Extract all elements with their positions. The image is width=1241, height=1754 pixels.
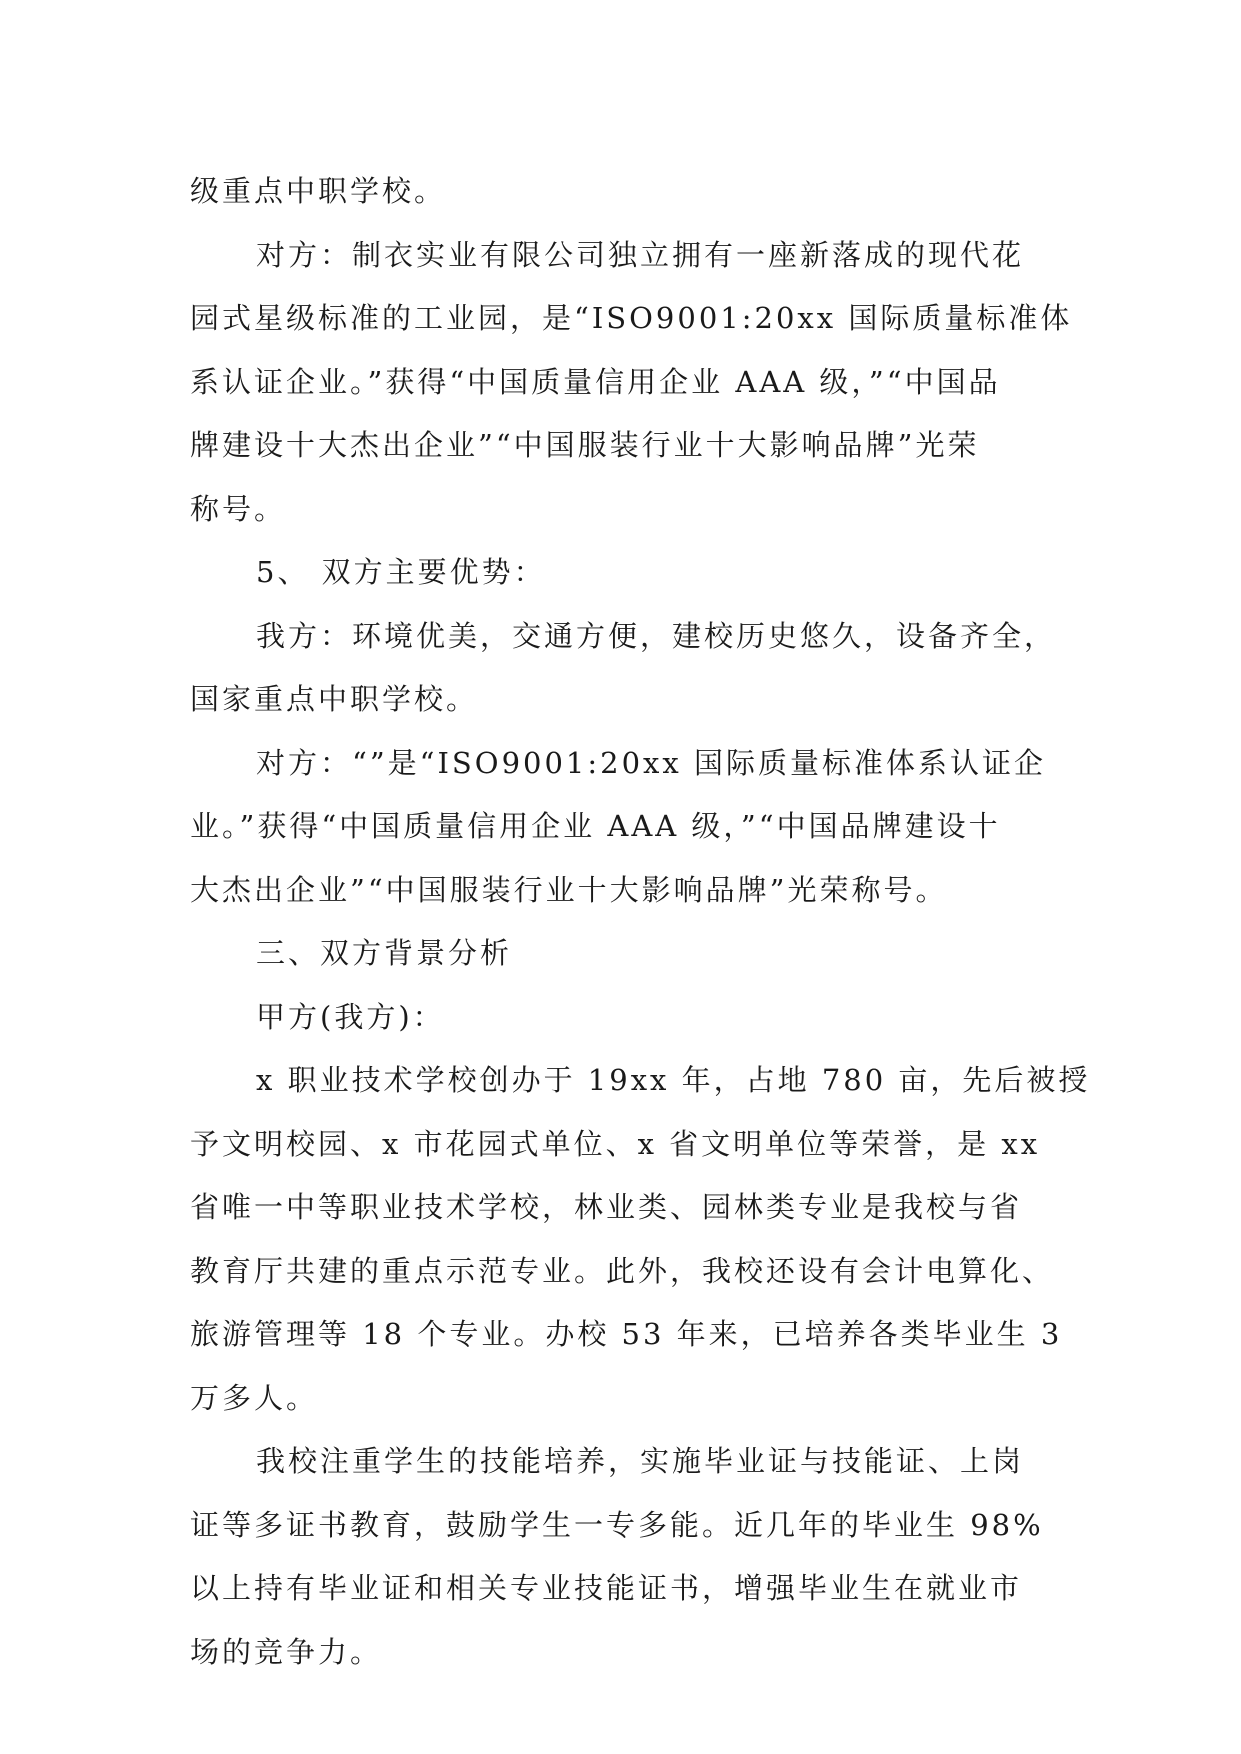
- text-line: 5、 双方主要优势：: [256, 555, 546, 589]
- text-line: 予文明校园、x 市花园式单位、x 省文明单位等荣誉，是 xx: [190, 1126, 1041, 1161]
- document-body: [190, 160, 1091, 1684]
- text-line: 教育厅共建的重点示范专业。此外，我校还设有会计电算化、: [190, 1253, 1055, 1288]
- text-line: 级重点中职学校。: [190, 174, 447, 208]
- text-line: 我校注重学生的技能培养，实施毕业证与技能证、上岗: [256, 1444, 1025, 1478]
- text-line: 甲方(我方)：: [256, 999, 445, 1034]
- text-line: 对方：“”是“ISO9001:20xx 国际质量标准体系认证企: [256, 745, 1046, 780]
- text-line: 证等多证书教育，鼓励学生一专多能。近几年的毕业生 98%: [190, 1507, 1044, 1542]
- text-line: 园式星级标准的工业园，是“ISO9001:20xx 国际质量标准体: [190, 301, 1073, 335]
- text-line: 省唯一中等职业技术学校，林业类、园林类专业是我校与省: [190, 1190, 1023, 1224]
- text-line: 我方：环境优美，交通方便，建校历史悠久，设备齐全，: [256, 618, 1057, 653]
- text-line: 业。”获得“中国质量信用企业 AAA 级，”“中国品牌建设十: [190, 809, 1001, 843]
- text-line: 旅游管理等 18 个专业。办校 53 年来，已培养各类毕业生 3: [190, 1317, 1063, 1351]
- text-line: 万多人。: [190, 1380, 319, 1415]
- text-line: 对方：制衣实业有限公司独立拥有一座新落成的现代花: [256, 237, 1025, 272]
- text-line: 三、双方背景分析: [256, 936, 513, 970]
- text-line: 大杰出企业”“中国服装行业十大影响品牌”光荣称号。: [190, 872, 948, 907]
- text-line: 称号。: [190, 491, 287, 526]
- text-line: 以上持有毕业证和相关专业技能证书，增强毕业生在就业市: [190, 1571, 1023, 1605]
- text-line: 场的竞争力。: [190, 1634, 383, 1669]
- text-line: 牌建设十大杰出企业”“中国服装行业十大影响品牌”光荣: [190, 428, 980, 462]
- text-line: 国家重点中职学校。: [190, 682, 479, 716]
- text-line: x 职业技术学校创办于 19xx 年，占地 780 亩，先后被授: [256, 1063, 1091, 1097]
- text-line: 系认证企业。”获得“中国质量信用企业 AAA 级，”“中国品: [190, 364, 1001, 399]
